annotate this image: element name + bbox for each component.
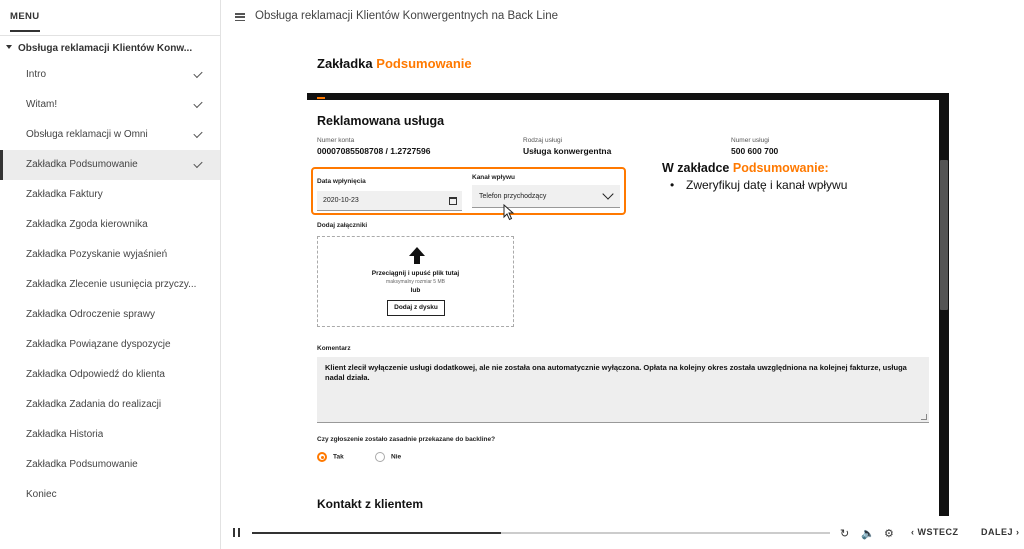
sidebar-item-label: Zakładka Powiązane dyspozycje bbox=[26, 339, 171, 350]
checkmark-icon bbox=[193, 159, 202, 168]
sidebar-item[interactable] bbox=[0, 240, 220, 270]
date-label: Data wpłynięcia bbox=[317, 178, 366, 185]
settings-gear-icon[interactable]: ⚙ bbox=[884, 528, 894, 540]
sidebar-item-label: Witam! bbox=[26, 99, 58, 110]
channel-select[interactable]: Telefon przychodzący bbox=[472, 185, 620, 208]
player-bar bbox=[221, 516, 1024, 549]
back-button[interactable]: ‹ WSTECZ bbox=[911, 527, 959, 537]
sidebar-item-label: Zakładka Pozyskanie wyjaśnień bbox=[26, 249, 168, 260]
sidebar-item-label: Zakładka Odpowiedź do klienta bbox=[26, 369, 165, 380]
account-number: Numer konta 00007085508708 / 1.2727596 bbox=[317, 137, 431, 156]
sidebar-item-label: Zakładka Zadania do realizacji bbox=[26, 399, 162, 410]
calendar-icon[interactable] bbox=[449, 197, 457, 205]
scrollbar[interactable] bbox=[939, 100, 949, 516]
sidebar-item[interactable] bbox=[0, 60, 220, 90]
progress-bar[interactable] bbox=[252, 532, 830, 534]
sidebar-item[interactable] bbox=[0, 120, 220, 150]
sidebar-item[interactable] bbox=[0, 390, 220, 420]
sidebar-item[interactable] bbox=[0, 360, 220, 390]
checkmark-icon bbox=[193, 69, 202, 78]
service-type: Rodzaj usługi Usługa konwergentna bbox=[523, 137, 612, 156]
sidebar-item[interactable] bbox=[0, 210, 220, 240]
mouse-cursor-icon bbox=[503, 204, 515, 221]
sidebar-item-label: Zakładka Podsumowanie bbox=[26, 159, 138, 170]
sidebar-item-label: Koniec bbox=[26, 489, 57, 500]
sidebar-section-title[interactable]: Obsługa reklamacji Klientów Konw... bbox=[0, 36, 220, 60]
sidebar-nav-list bbox=[0, 60, 220, 510]
hamburger-menu-icon[interactable] bbox=[235, 13, 245, 21]
sidebar-item-label: Zakładka Odroczenie sprawy bbox=[26, 309, 155, 320]
backline-question: Czy zgłoszenie zostało zasadnie przekazane do backline? bbox=[317, 436, 496, 443]
file-dropzone[interactable]: Przeciągnij i upuść plik tutaj maksymalny rozmiar 5 MB lub Dodaj z dysku bbox=[317, 236, 514, 327]
checkmark-icon bbox=[193, 99, 202, 108]
sidebar-item[interactable] bbox=[0, 90, 220, 120]
slide-heading: Zakładka Podsumowanie bbox=[317, 56, 472, 71]
sidebar-item-label: Zakładka Faktury bbox=[26, 189, 103, 200]
sidebar-item-label: Zakładka Zgoda kierownika bbox=[26, 219, 148, 230]
checkmark-icon bbox=[193, 129, 202, 138]
sidebar bbox=[0, 0, 221, 549]
resize-handle-icon[interactable] bbox=[921, 414, 927, 420]
radio-yes[interactable]: Tak bbox=[317, 452, 344, 462]
chevron-left-icon: ‹ bbox=[911, 527, 915, 537]
sidebar-item-label: Zakładka Zlecenie usunięcia przyczy... bbox=[26, 279, 197, 290]
sidebar-item-label: Obsługa reklamacji w Omni bbox=[26, 129, 148, 140]
app-screenshot bbox=[307, 93, 949, 516]
next-button[interactable]: DALEJ › bbox=[981, 527, 1020, 537]
sidebar-item[interactable] bbox=[0, 300, 220, 330]
replay-icon[interactable]: ↻ bbox=[840, 528, 850, 540]
sidebar-item[interactable] bbox=[0, 480, 220, 510]
service-number: Numer usługi 500 600 700 bbox=[731, 137, 779, 156]
sidebar-item[interactable] bbox=[0, 180, 220, 210]
pause-icon[interactable] bbox=[233, 528, 240, 537]
sidebar-item[interactable] bbox=[0, 420, 220, 450]
sidebar-item[interactable] bbox=[0, 150, 220, 180]
slide bbox=[307, 34, 949, 516]
date-input[interactable]: 2020-10-23 bbox=[317, 191, 462, 211]
sidebar-item-label: Intro bbox=[26, 69, 47, 80]
top-bar bbox=[221, 0, 1024, 34]
menu-header: MENU bbox=[0, 0, 220, 36]
channel-label: Kanał wpływu bbox=[472, 174, 515, 181]
caret-down-icon bbox=[6, 45, 12, 49]
comment-textarea[interactable]: Klient zlecił wyłączenie usługi dodatkowej, ale nie została ona automatycznie wyłączona. Opłata na kolejny okres została uwzględniona na kolejnej fakturze, usługa nadal działa. bbox=[317, 357, 929, 423]
instruction-callout: W zakładce Podsumowanie: • Zweryfikuj datę i kanał wpływu bbox=[662, 161, 932, 192]
sidebar-item[interactable] bbox=[0, 270, 220, 300]
comment-label: Komentarz bbox=[317, 345, 351, 352]
progress-fill bbox=[252, 532, 501, 534]
volume-icon[interactable]: 🔈 bbox=[861, 528, 875, 540]
chevron-right-icon: › bbox=[1016, 527, 1020, 537]
add-from-disk-button[interactable]: Dodaj z dysku bbox=[387, 300, 445, 316]
attachments-label: Dodaj załączniki bbox=[317, 222, 368, 229]
sidebar-item-label: Zakładka Historia bbox=[26, 429, 104, 440]
sidebar-item[interactable] bbox=[0, 450, 220, 480]
card-title: Reklamowana usługa bbox=[317, 114, 445, 128]
course-title: Obsługa reklamacji Klientów Konwergentnych na Back Line bbox=[255, 10, 558, 22]
radio-no[interactable]: Nie bbox=[375, 452, 401, 462]
chevron-down-icon bbox=[602, 188, 613, 199]
sidebar-item-label: Zakładka Podsumowanie bbox=[26, 459, 138, 470]
contact-section-title: Kontakt z klientem bbox=[317, 497, 424, 511]
sidebar-item[interactable] bbox=[0, 330, 220, 360]
